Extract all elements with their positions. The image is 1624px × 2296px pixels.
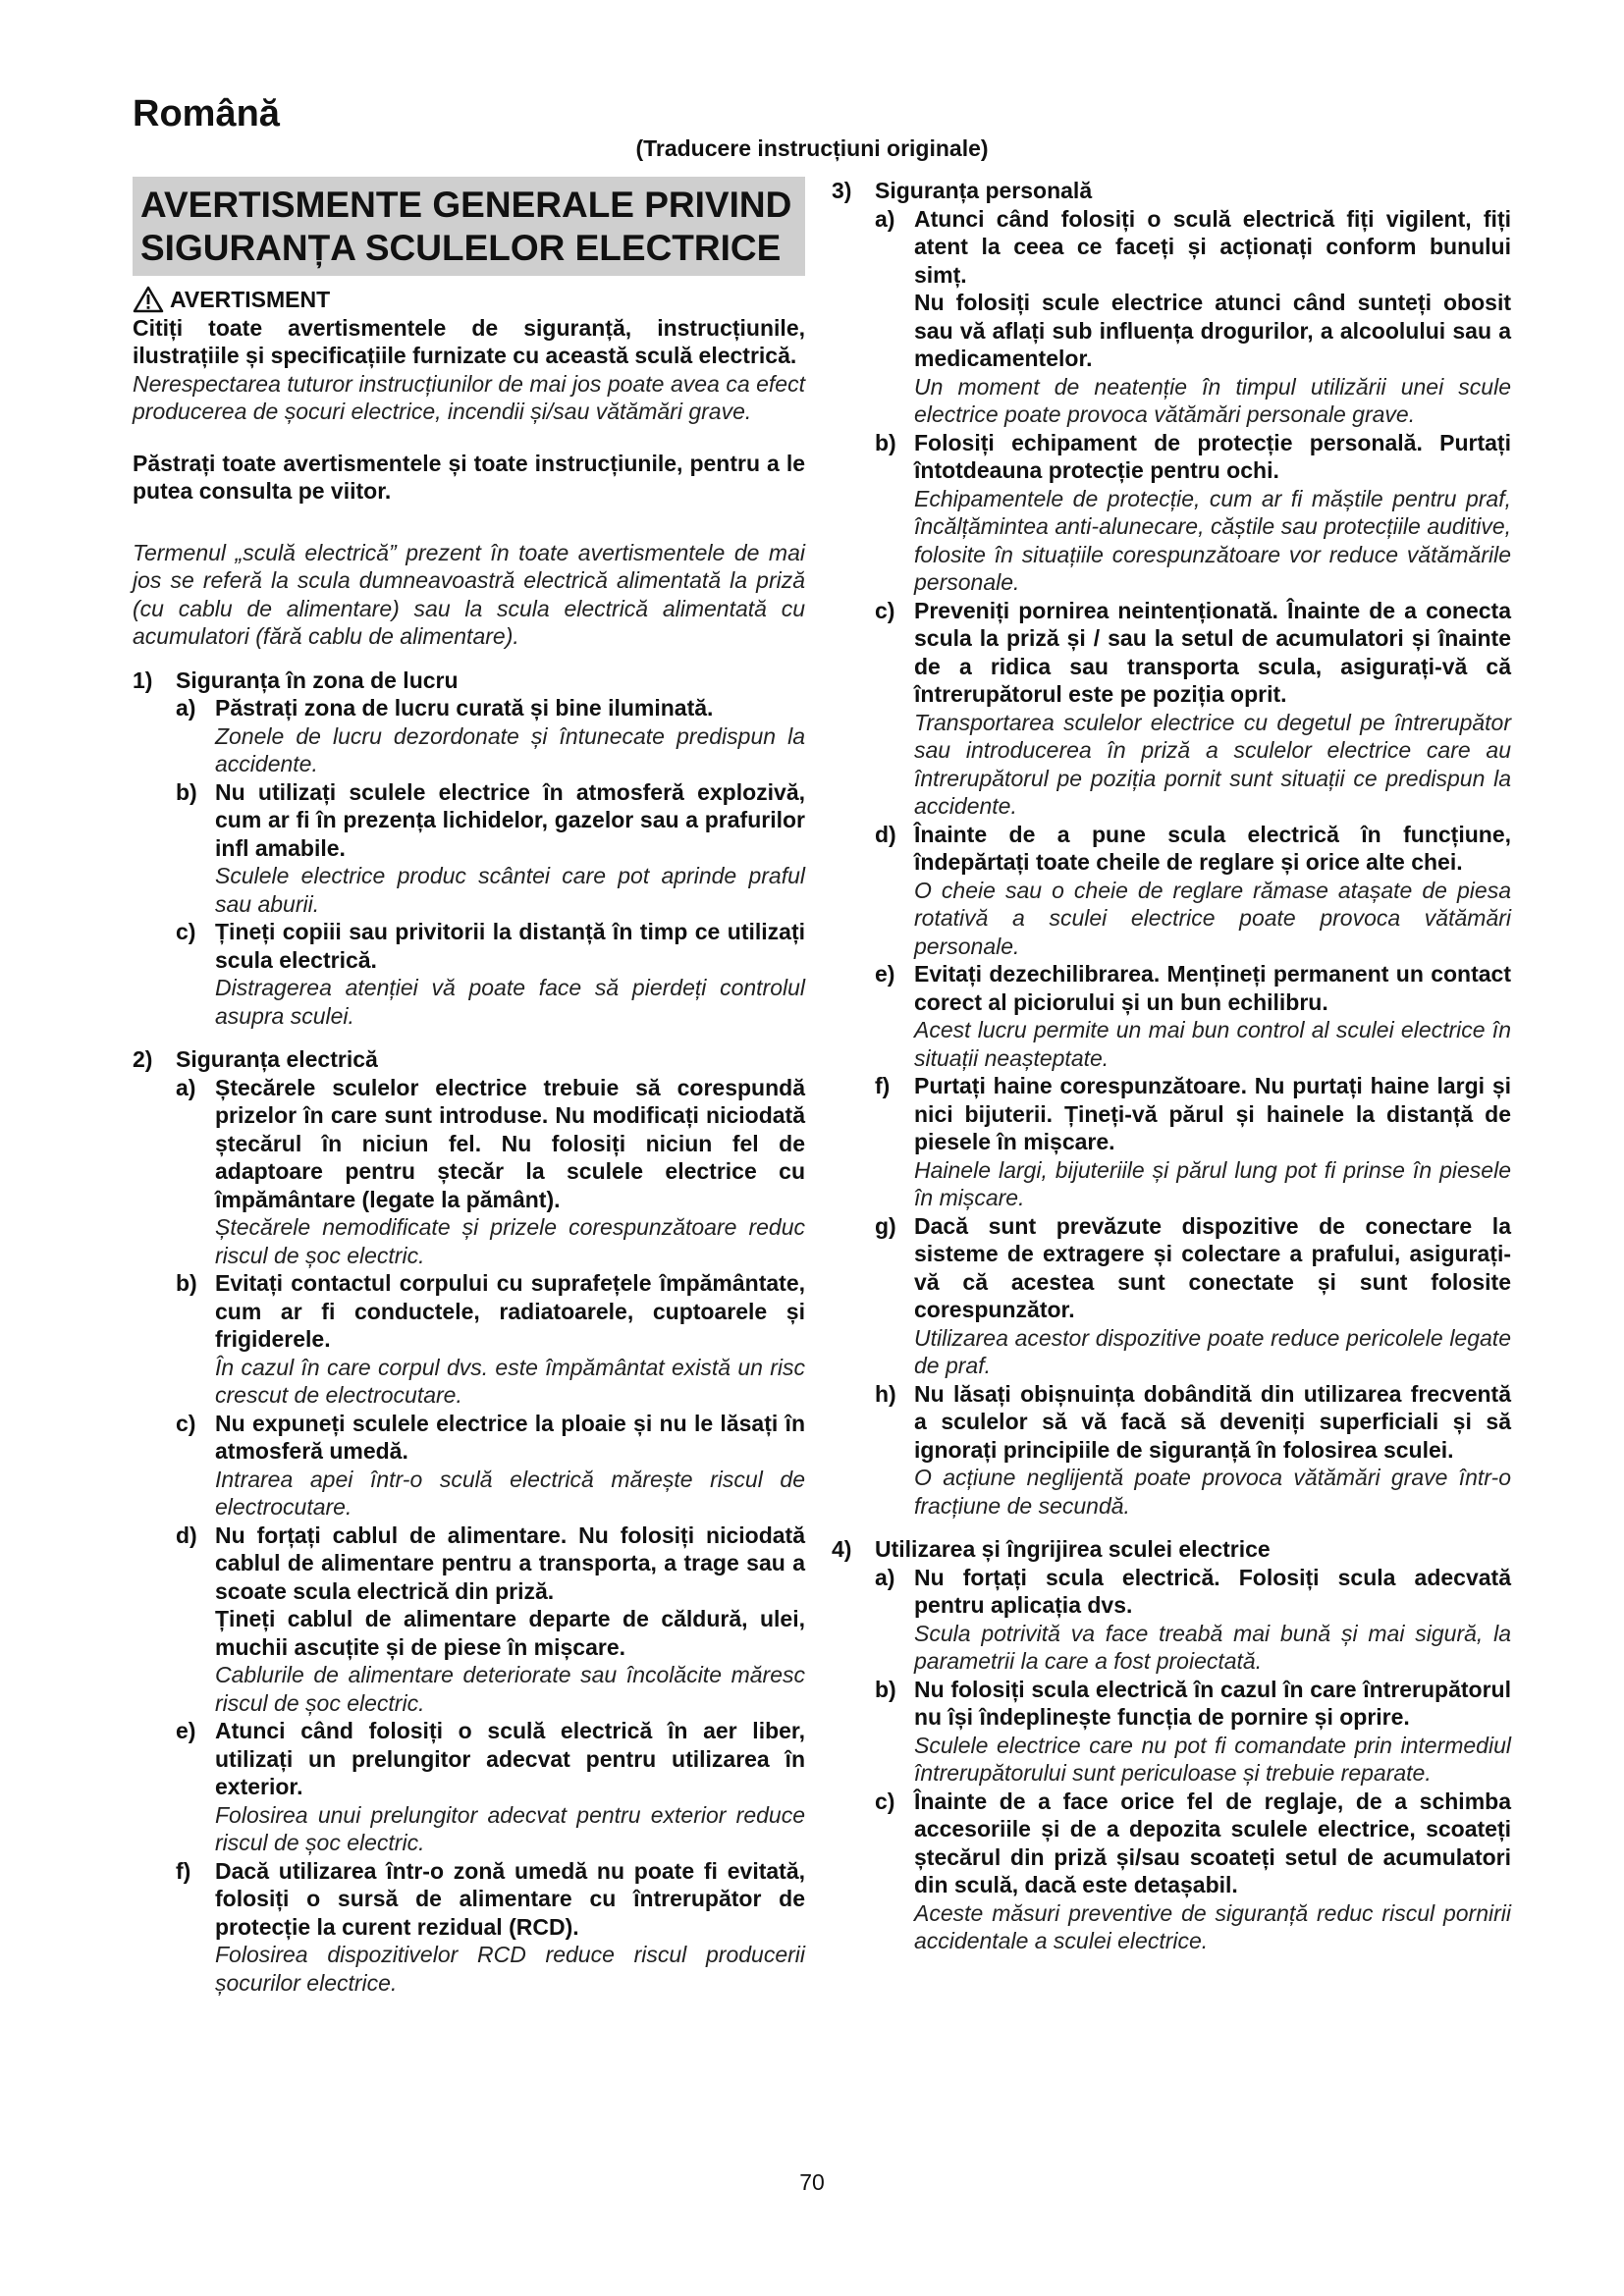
section-electrical-safety [133,1045,805,1997]
section-title-box [133,177,805,276]
list-item: c) Țineți copiii sau privitorii la distanță în timp ce utilizați scula electrică. Distragerea atenției vă poate face să pierdeți controlul asupra sculei. [176,919,805,1029]
list-item: f) Purtați haine corespunzătoare. Nu purtați haine largi și nici bijuterii. Țineți-vă părul și hainele la distanță de piesele în mișcare. Hainele largi, bijuteriile și părul lung pot fi prinse în piesele în mișcare. [875,1073,1511,1210]
section-heading: 2) Siguranța electrică [133,1046,378,1072]
document-subtitle: (Traducere instrucțiuni originale) [635,135,989,161]
list-item: g) Dacă sunt prevăzute dispozitive de conectare la sisteme de extragere și colectare a prafului, asigurați-vă că acestea sunt conectate și sunt folosite corespunzător. Utilizarea acestor dispozitive poate reduce pericolele legate de praf. [875,1212,1511,1378]
section-heading: 3) Siguranța personală [832,178,1093,203]
section-heading: 4) Utilizarea și îngrijirea sculei electrice [832,1536,1271,1562]
list-item: c) Preveniți pornirea neintenționată. Înainte de a conecta scula la priză și / sau la setul de acumulatori și înainte de a ridica sau transporta scula, asigurați-vă că întrerupătorul este pe poziția oprit. Transportarea sculelor electrice cu degetul pe întrerupător sau introducerea în priză a sculelor electrice care au întrerupătorul pe poziția pornit sunt situații ce predispun la accidente. [875,597,1511,819]
list-item: a) Nu forțați scula electrică. Folosiți scula adecvată pentru aplicația dvs. Scula potrivită va face treabă mai bună și mai sigură, la parametrii la care a fost proiectată. [875,1564,1511,1674]
right-column [832,177,1511,1955]
warning-read-all: Citiți toate avertismentele de siguranță, instrucțiunile, ilustrațiile și specificațiile furnizate cu această sculă electrică. [133,314,805,368]
section-heading: 1) Siguranța în zona de lucru [133,667,459,693]
warning-label: AVERTISMENT [170,287,331,312]
warning-triangle-icon [133,286,164,313]
list-item: c) Înainte de a face orice fel de reglaje, de a schimba accesoriile și de a depozita sculele electrice, scoateți ștecărul din priză și/sau scoateți setul de acumulatori din sculă, dacă este detașabil. Aceste măsuri preventive de siguranță reduc riscul pornirii accidentale a sculei electrice. [875,1788,1511,1953]
title-line-1: AVERTISMENTE GENERALE PRIVIND [140,185,792,225]
list-item: a) Ștecărele sculelor electrice trebuie să corespundă prizelor în care sunt introduse. Nu modificați niciodată ștecărul în niciun fel. Nu folosiți niciun fel de adaptoare pentru ștecăr la sculele electrice cu împământare (legate la pământ). Ștecărele nemodificate și prizele corespunzătoare reduc riscul de șoc electric. [176,1074,805,1268]
section-tool-use-and-care [832,1535,1511,1955]
list-item: b) Evitați contactul corpului cu suprafețele împământate, cum ar fi conductele, radiatoarele, cuptoarele și frigiderele. În cazul în care corpul dvs. este împământat există un risc crescut de electrocutare. [176,1270,805,1408]
list-item: h) Nu lăsați obișnuința dobândită din utilizarea frecventă a sculelor să vă facă să deveniți superficiali și să ignorați principiile de siguranță în folosirea sculei. O acțiune neglijentă poate provoca vătămări grave într-o fracțiune de secundă. [875,1380,1511,1519]
list-item: d) Înainte de a pune scula electrică în funcțiune, îndepărtați toate cheile de reglare și orice alte chei. O cheie sau o cheie de reglare rămase atașate de piesa rotativă a sculei electrice poate provoca vătămări personale. [875,821,1511,959]
power-tool-term-definition: Termenul „sculă electrică” prezent în toate avertismentele de mai jos se referă la scula dumneavoastră electrică alimentată la priză (cu cablu de alimentare) sau la scula electrică alimentată cu acumulatori (fără cablu de alimentare). [133,539,805,649]
list-item: b) Nu folosiți scula electrică în cazul în care întrerupătorul nu își îndeplinește funcția de pornire și oprire. Sculele electrice care nu pot fi comandate prin intermediul întrerupătorului sunt periculoase și trebuie reparate. [875,1676,1511,1786]
warning-consequences: Nerespectarea tuturor instrucțiunilor de mai jos poate avea ca efect producerea de șocuri electrice, incendii și/sau vătămări grave. [133,370,805,424]
left-column [133,177,805,1997]
list-item: a) Atunci când folosiți o sculă electrică fiți vigilent, fiți atent la ceea ce faceți și acționați conform bunului simț. Nu folosiți scule electrice atunci când sunteți obosit sau vă aflați sub influența drogurilor, a alcoolului sau a medicamentelor. Un moment de neatenție în timpul utilizării unei scule electrice poate provoca vătămări personale grave. [875,205,1511,427]
list-item: c) Nu expuneți sculele electrice la ploaie și nu le lăsați în atmosferă umedă. Intrarea apei într-o sculă electrică mărește riscul de electrocutare. [176,1410,805,1520]
warning-heading [133,286,805,314]
section-work-area [133,667,805,1031]
list-item: a) Păstrați zona de lucru curată și bine iluminată. Zonele de lucru dezordonate și întunecate predispun la accidente. [176,695,805,776]
section-personal-safety [832,177,1511,1520]
list-item: b) Folosiți echipament de protecție personală. Purtați întotdeauna protecție pentru ochi. Echipamentele de protecție, cum ar fi măștile pentru praf, încălțămintea anti-alunecare, căștile sau protecțiile auditive, folosite în situațiile corespunzătoare vor reduce vătămările personale. [875,429,1511,595]
title-line-2: SIGURANȚA SCULELOR ELECTRICE [140,228,782,268]
list-item: d) Nu forțați cablul de alimentare. Nu folosiți niciodată cablul de alimentare pentru a transporta, a trage sau a scoate scula electrică din priză. Țineți cablul de alimentare departe de căldură, ulei, muchii ascuțite și de piese în mișcare. Cablurile de alimentare deteriorate sau încolăcite măresc riscul de șoc electric. [176,1522,805,1716]
list-item: e) Atunci când folosiți o sculă electrică în aer liber, utilizați un prelungitor adecvat pentru utilizarea în exterior. Folosirea unui prelungitor adecvat pentru exterior reduce riscul de șoc electric. [176,1718,805,1855]
language-header: Română [133,93,280,134]
warning-keep-instructions: Păstrați toate avertismentele și toate instrucțiunile, pentru a le putea consulta pe viitor. [133,450,805,504]
page-number: 70 [799,2169,825,2195]
list-item: e) Evitați dezechilibrarea. Mențineți permanent un contact corect al piciorului și un bun echilibru. Acest lucru permite un mai bun control al sculei electrice în situații neașteptate. [875,961,1511,1071]
list-item: f) Dacă utilizarea într-o zonă umedă nu poate fi evitată, folosiți o sursă de alimentare cu întrerupător de protecție la curent rezidual (RCD). Folosirea dispozitivelor RCD reduce riscul producerii șocurilor electrice. [176,1857,805,1996]
list-item: b) Nu utilizați sculele electrice în atmosferă explozivă, cum ar fi în prezența lichidelor, gazelor sau a prafurilor infl amabile. Sculele electrice produc scântei care pot aprinde praful sau aburii. [176,778,805,917]
